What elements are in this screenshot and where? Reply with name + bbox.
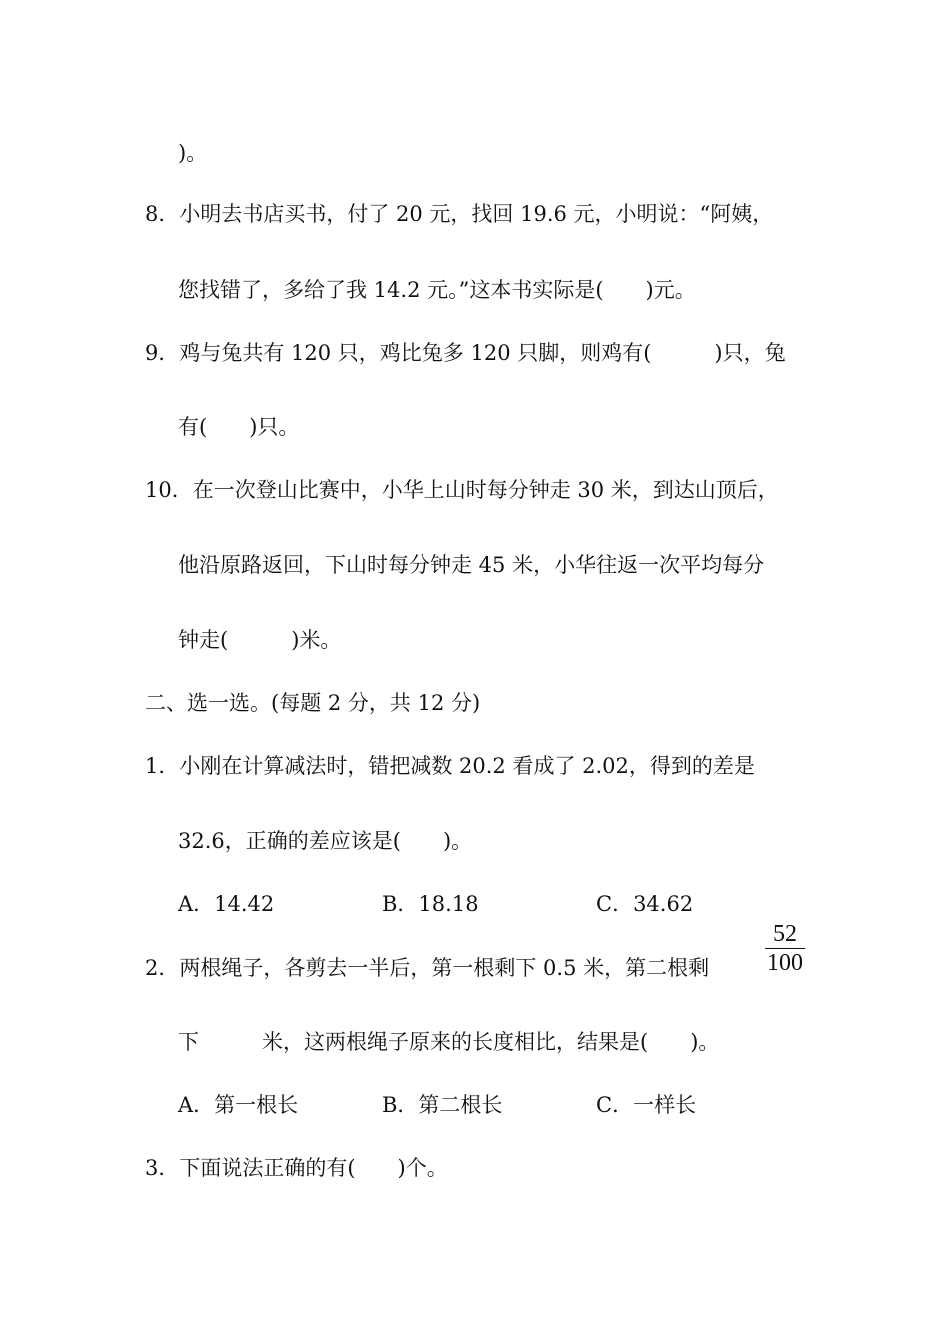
question-8-line-1: 8．小明去书店买书，付了 20 元，找回 19.6 元，小明说：“阿姨， <box>145 202 774 226</box>
choice-2-option-b: B．第二根长 <box>382 1093 503 1117</box>
fraction-numerator: 52 <box>773 921 797 947</box>
choice-2-option-c: C．一样长 <box>596 1093 697 1117</box>
question-10-line-2: 他沿原路返回，下山时每分钟走 45 米，小华往返一次平均每分 <box>178 553 765 577</box>
prev-question-tail: )。 <box>178 141 208 165</box>
choice-1-option-b: B．18.18 <box>382 892 479 916</box>
choice-1-line-2: 32.6，正确的差应该是( )。 <box>178 829 473 853</box>
question-9-line-1: 9．鸡与兔共有 120 只，鸡比兔多 120 只脚，则鸡有( )只，兔 <box>145 341 786 365</box>
choice-1-option-c: C．34.62 <box>596 892 694 916</box>
choice-1-line-1: 1．小刚在计算减法时，错把减数 20.2 看成了 2.02，得到的差是 <box>145 754 755 778</box>
question-10-line-3: 钟走( )米。 <box>178 628 342 652</box>
choice-1-option-a: A．14.42 <box>178 892 275 916</box>
choice-2-line-1: 2．两根绳子，各剪去一半后，第一根剩下 0.5 米，第二根剩 <box>145 956 710 980</box>
question-8-line-2: 您找错了，多给了我 14.2 元。”这本书实际是( )元。 <box>178 278 696 302</box>
question-10-line-1: 10．在一次登山比赛中，小华上山时每分钟走 30 米，到达山顶后， <box>145 478 779 502</box>
fraction-52-100 <box>763 920 807 977</box>
section-2-heading: 二、选一选。(每题 2 分，共 12 分) <box>145 691 481 715</box>
fraction-denominator: 100 <box>767 950 803 976</box>
choice-3-line-1: 3．下面说法正确的有( )个。 <box>145 1156 448 1180</box>
choice-2-line-2: 下 米，这两根绳子原来的长度相比，结果是( )。 <box>178 1030 720 1054</box>
choice-2-option-a: A．第一根长 <box>178 1093 299 1117</box>
question-9-line-2: 有( )只。 <box>178 415 300 439</box>
